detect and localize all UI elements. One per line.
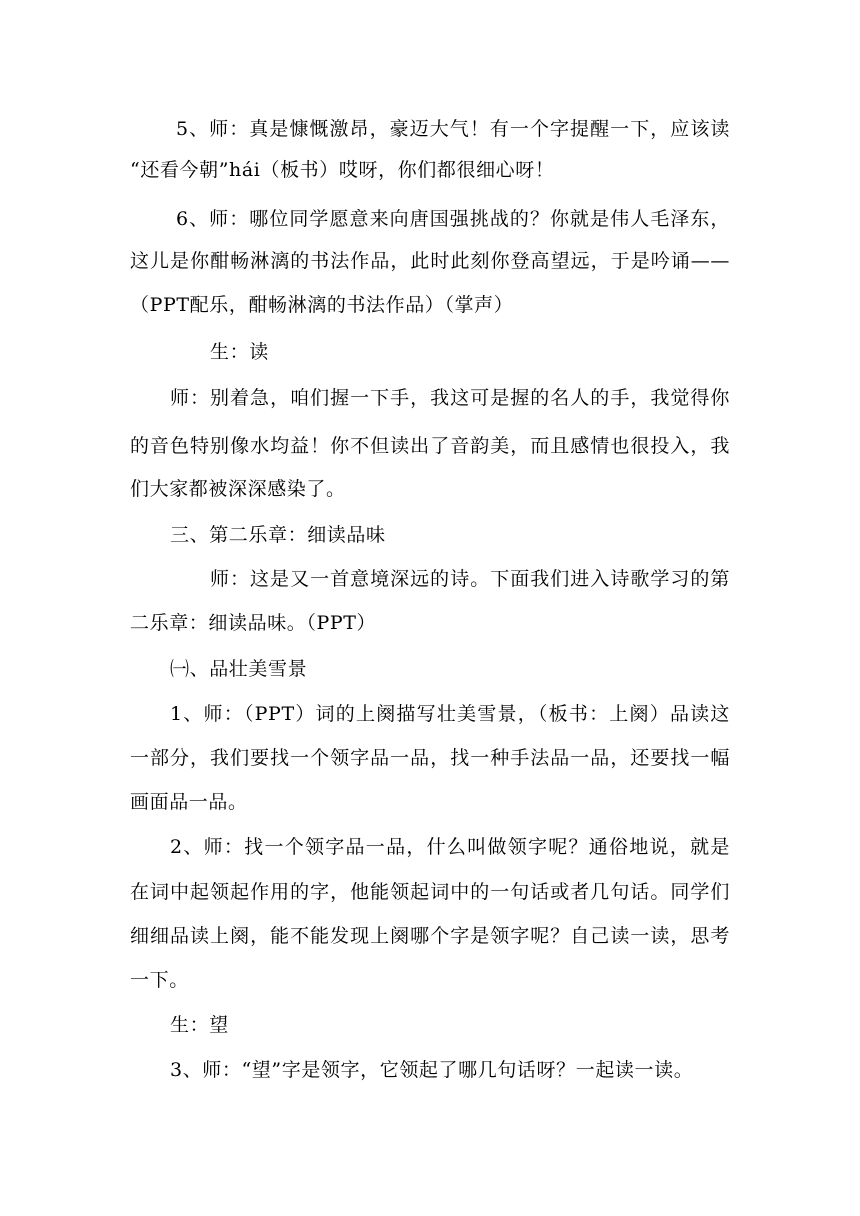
subsection-heading: ㈠、品壮美雪景	[170, 658, 308, 680]
paragraph-line: 的音色特别像水均益！你不但读出了音韵美，而且感情也很投入，我	[130, 435, 730, 457]
paragraph-line: （PPT配乐，酣畅淋漓的书法作品）（掌声）	[130, 294, 514, 316]
paragraph-line: 师：别着急，咱们握一下手，我这可是握的名人的手，我觉得你	[170, 387, 730, 409]
paragraph-line: 二乐章：细读品味。（PPT）	[130, 612, 377, 634]
paragraph-line: 生：望	[170, 1014, 229, 1036]
paragraph-line: 6、师：哪位同学愿意来向唐国强挑战的？你就是伟人毛泽东，	[176, 208, 730, 230]
paragraph-line: 细细品读上阕，能不能发现上阕哪个字是领字呢？自己读一读，思考	[130, 925, 730, 947]
paragraph-line: 一下。	[130, 969, 189, 991]
paragraph-line: 3、师：“望”字是领字，它领起了哪几句话呀？一起读一读。	[170, 1059, 694, 1081]
paragraph-line: 们大家都被深深感染了。	[130, 478, 346, 500]
section-heading: 三、第二乐章：细读品味	[170, 524, 386, 546]
paragraph-line: 这儿是你酣畅淋漓的书法作品，此时此刻你登高望远，于是吟诵——	[130, 250, 730, 272]
paragraph-line: 1、师：（PPT）词的上阕描写壮美雪景，（板书：上阕）品读这	[170, 703, 730, 725]
paragraph-line: 5、师：真是慷慨激昂，豪迈大气！有一个字提醒一下，应该读	[176, 118, 730, 140]
paragraph-line: 画面品一品。	[130, 791, 248, 813]
paragraph-line: 师：这是又一首意境深远的诗。下面我们进入诗歌学习的第	[210, 568, 730, 590]
paragraph-line: “还看今朝”hái（板书）哎呀，你们都很细心呀！	[130, 159, 555, 181]
paragraph-line: 在词中起领起作用的字，他能领起词中的一句话或者几句话。同学们	[130, 881, 730, 903]
paragraph-line: 生：读	[210, 341, 269, 363]
paragraph-line: 2、师：找一个领字品一品，什么叫做领字呢？通俗地说，就是	[170, 836, 730, 858]
paragraph-line: 一部分，我们要找一个领字品一品，找一种手法品一品，还要找一幅	[130, 747, 730, 769]
